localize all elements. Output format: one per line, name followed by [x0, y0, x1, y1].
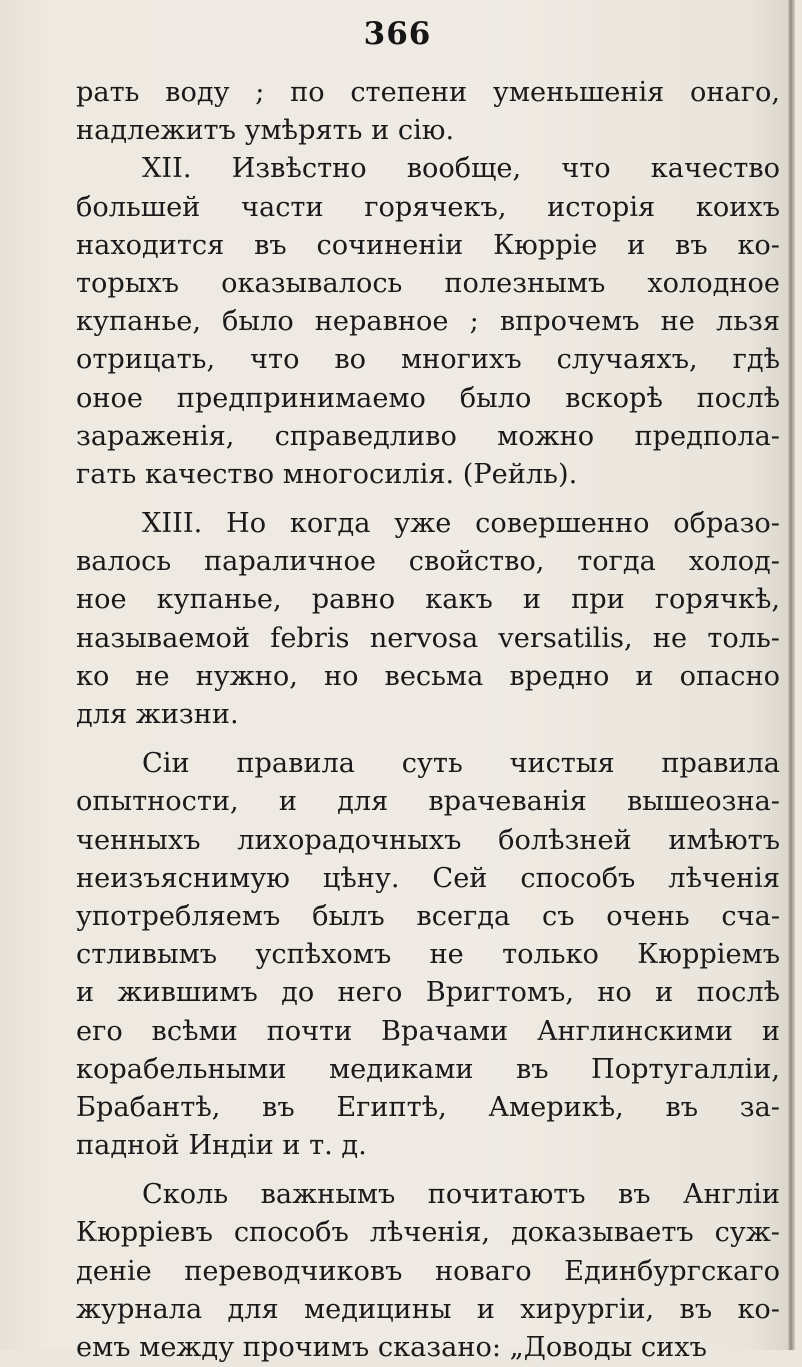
paragraph: [76, 1176, 780, 1367]
paragraph-gap: [76, 734, 780, 745]
text-line: его всѣми почти Врачами Англинскими и: [76, 1015, 780, 1047]
paragraph: [76, 74, 780, 150]
text-line: отрицать, что во многихъ случаяхъ, гдѣ: [76, 344, 780, 376]
text-line: большей части горячекъ, исторія коихъ: [76, 191, 780, 223]
text-line: надлежитъ умѣрять и сію.: [76, 115, 455, 147]
text-line: ное купанье, равно какъ и при горячкѣ,: [76, 584, 780, 616]
paragraph: [76, 150, 780, 494]
body-text: [76, 74, 780, 1367]
text-line: журнала для медицины и хирургіи, въ ко-: [76, 1293, 780, 1325]
text-line: купанье, было неравное ; впрочемъ не льзя: [76, 306, 780, 338]
text-line: деніе переводчиковъ новаго Единбургскаго: [76, 1255, 780, 1287]
text-line: XII. Извѣстно вообще, что качество: [142, 153, 780, 185]
text-line: употребляемъ былъ всегда съ очень сча-: [76, 900, 780, 932]
text-line: валось параличное свойство, тогда холод-: [76, 546, 780, 578]
text-line: Брабантѣ, въ Египтѣ, Америкѣ, въ за-: [76, 1091, 780, 1123]
text-line: зараженія, справедливо можно предпола-: [76, 420, 780, 452]
text-line: опытности, и для врачеванія вышеозна-: [76, 786, 780, 818]
text-line: XIII. Но когда уже совершенно образо-: [142, 508, 780, 540]
text-line: Кюрріевъ способъ лѣченія, доказываетъ суж-: [76, 1217, 780, 1249]
text-line: стливымъ успѣхомъ не только Кюрріемъ: [76, 939, 780, 971]
text-line: корабельными медиками въ Португалліи,: [76, 1053, 780, 1085]
text-line: неизъяснимую цѣну. Сей способъ лѣченія: [76, 862, 780, 894]
text-line: Сіи правила суть чистыя правила: [142, 748, 780, 780]
page-edge: [788, 0, 795, 1350]
text-line: гать качество многосилія. (Рейль).: [76, 458, 578, 490]
text-line: ченныхъ лихорадочныхъ болѣзней имѣютъ: [76, 824, 780, 856]
text-line: оное предпринимаемо было вскорѣ послѣ: [76, 382, 780, 414]
paragraph-gap: [76, 494, 780, 505]
text-line: и жившимъ до него Вригтомъ, но и послѣ: [76, 977, 780, 1009]
text-line: называемой febris nervosa versatilis, не толь-: [76, 622, 780, 654]
paragraph-gap: [76, 1165, 780, 1176]
text-line: Сколь важнымъ почитаютъ въ Англіи: [142, 1179, 780, 1211]
text-line: для жизни.: [76, 699, 239, 730]
text-line: торыхъ оказывалось полезнымъ холодное: [76, 267, 780, 299]
text-line: ко не нужно, но весьма вредно и опасно: [76, 660, 780, 692]
paragraph: [76, 745, 780, 1165]
text-line: находится въ сочиненіи Кюрріе и въ ко-: [76, 229, 780, 261]
text-line: рать воду ; по степени уменьшенія онаго,: [76, 77, 780, 108]
text-line: емъ между прочимъ сказано: „Доводы сихъ: [76, 1332, 707, 1363]
paragraph: [76, 505, 780, 734]
page-number: 366: [363, 16, 432, 52]
text-line: падной Индіи и т. д.: [76, 1130, 367, 1162]
